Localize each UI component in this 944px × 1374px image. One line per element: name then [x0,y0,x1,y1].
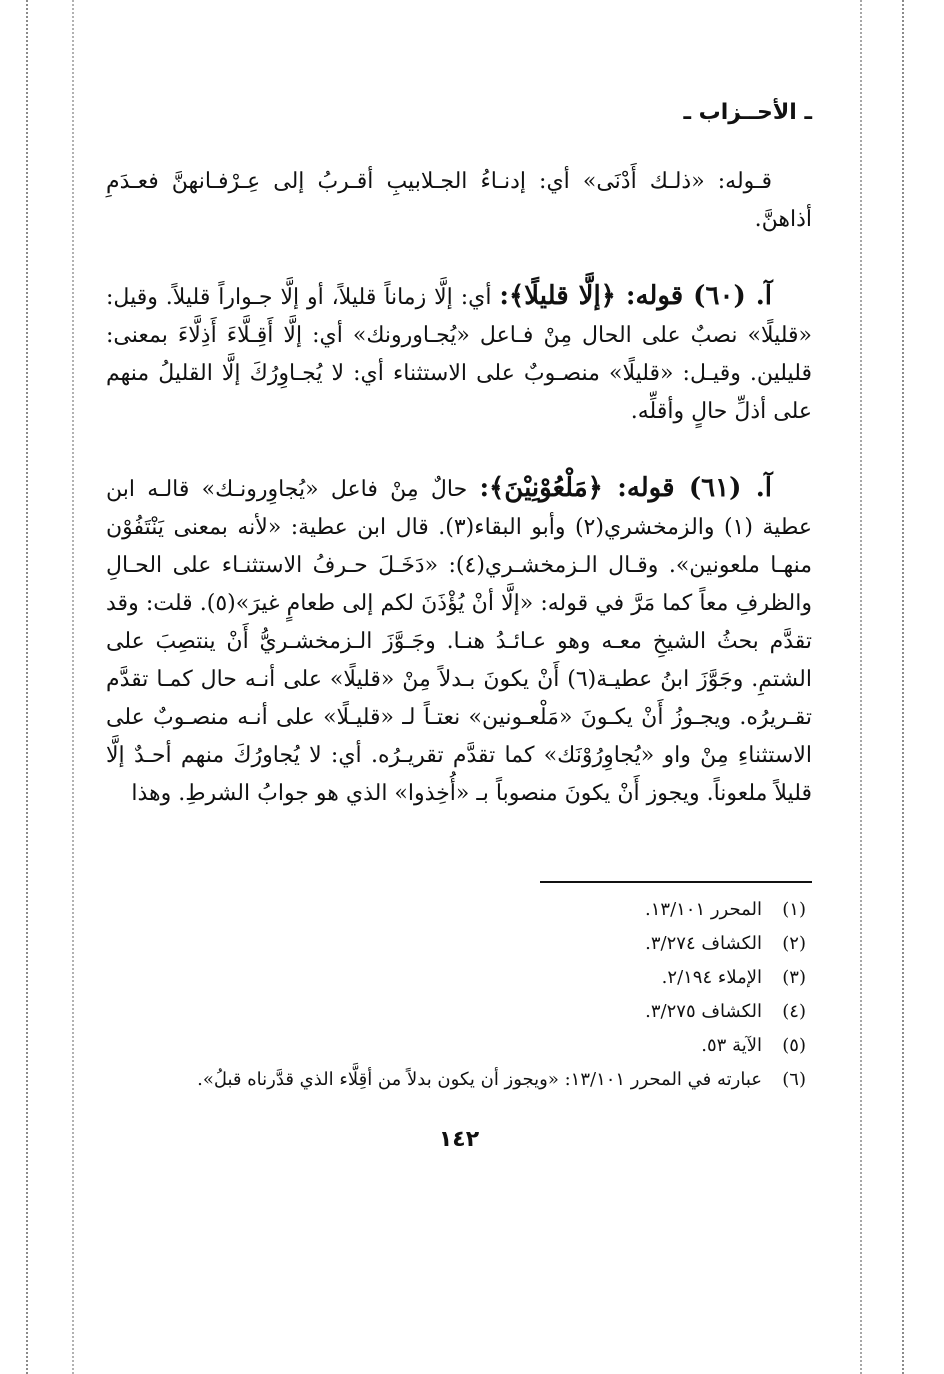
footnote-text: عبارته في المحرر ١٣/١٠١: «ويجوز أن يكون بدلاً من أقِلَّاء الذي قدَّرناه قبلُ». [197,1069,762,1090]
footnote-item [106,961,806,995]
footnote-item [106,893,806,927]
footnote-text: الإملاء ٢/١٩٤. [661,967,762,988]
paragraph-text: أي: إلَّا زماناً قليلاً، أو إلَّا جـواراً قليلاً. وقيل: «قليلًا» نصبٌ على الحال مِنْ فـاعل «يُجـاورونك» أي: إلَّا أَقِـلَّاءَ أَذِلَّاءَ بمعنى: قليلين. وقيـل: «قليلًا» منصـوبٌ على الاستثناء أي: لا يُجـاوِرُكَ إلَّا القليلُ منهم على أذلِّ حالٍ وأقلِّه. [106,285,812,424]
footnote-number: (٢) [782,933,806,954]
footnote-separator [540,881,812,883]
footnote-text: الكشاف ٣/٢٧٤. [645,933,762,954]
paragraph-text: قـوله: «ذلـك أَدْنَى» أي: إدنـاءُ الجـلابيبِ أقـربُ إلى عِـرْفـانهنَّ فعـدَمِ أذاهنَّ. [106,169,812,232]
footnote-number: (٣) [782,967,806,988]
right-margin-dotted-line [860,0,862,1374]
paragraph-3 [106,469,812,813]
paragraph-1 [106,163,812,239]
footnote-number: (١) [782,899,806,920]
footnote-text: الآية ٥٣. [701,1035,762,1056]
page-number: ١٤٢ [438,1127,480,1152]
paragraph-2 [106,277,812,431]
footnote-item [106,1063,806,1097]
left-margin-dotted-line [26,0,28,1374]
footnote-text: الكشاف ٣/٢٧٥. [645,1001,762,1022]
footnote-number: (٤) [782,1001,806,1022]
footnote-number: (٥) [782,1035,806,1056]
footnotes [106,893,812,1097]
footnote-text: المحرر ١٣/١٠١. [645,899,762,920]
verse-reference: آ. (٦١) قوله: ﴿مَلْعُوْنِيْنَ﴾: [479,473,772,503]
running-head: ـ الأحــزاب ـ [683,100,812,125]
right-margin-dotted-line [902,0,904,1374]
footnote-number: (٦) [782,1069,806,1090]
footnote-item [106,927,806,961]
footnote-item [106,1029,806,1063]
book-page [106,100,812,1152]
footnote-item [106,995,806,1029]
verse-reference: آ. (٦٠) قوله: ﴿إلَّا قليلًا﴾: [499,281,772,311]
paragraph-text: حالٌ مِنْ فاعل «يُجاوِرونـك» قالـه ابن عطية (١) والزمخشري(٢) وأبو البقاء(٣). قال ابن عطية: «لأنه بمعنى يَنْتَفُوْن منهـا ملعونين». وقـال الـزمخشـري(٤): «دَخَـلَ حـرفُ الاستثنـاء على الحـالِ والظرفِ معاً كما مَرَّ في قوله: «إلَّا أنْ يُؤْذَنَ لكم إلى طعامٍ غيرَ»(٥). قلت: وقد تقدَّم بحثُ الشيخِ معـه وهو عـائـدُ هنـا. وجَـوَّزَ الـزمخشـريُّ أَنْ ينتصِبَ على الشتمِ. وجَوَّزَ ابنُ عطيـة(٦) أَنْ يكونَ بـدلاً مِنْ «قليلًا» على أنـه حال كمـا تقدَّم تقـريرُه. ويجـوزُ أَنْ يكـونَ «مَلْعـونين» نعتـاً لـ «قليـلًا» على أنـه منصـوبٌ على الاستثناءِ مِنْ واو «يُجاوِرُوْنَك» كما تقدَّم تقريـرُه. أي: لا يُجاورُكَ منهم أحـدٌ إلَّا قليلاً ملعوناً. ويجوز أَنْ يكونَ منصوباً بـ «أُخِذوا» الذي هو جوابُ الشرطِ. وهذا [106,477,813,806]
left-margin-dotted-line [72,0,74,1374]
